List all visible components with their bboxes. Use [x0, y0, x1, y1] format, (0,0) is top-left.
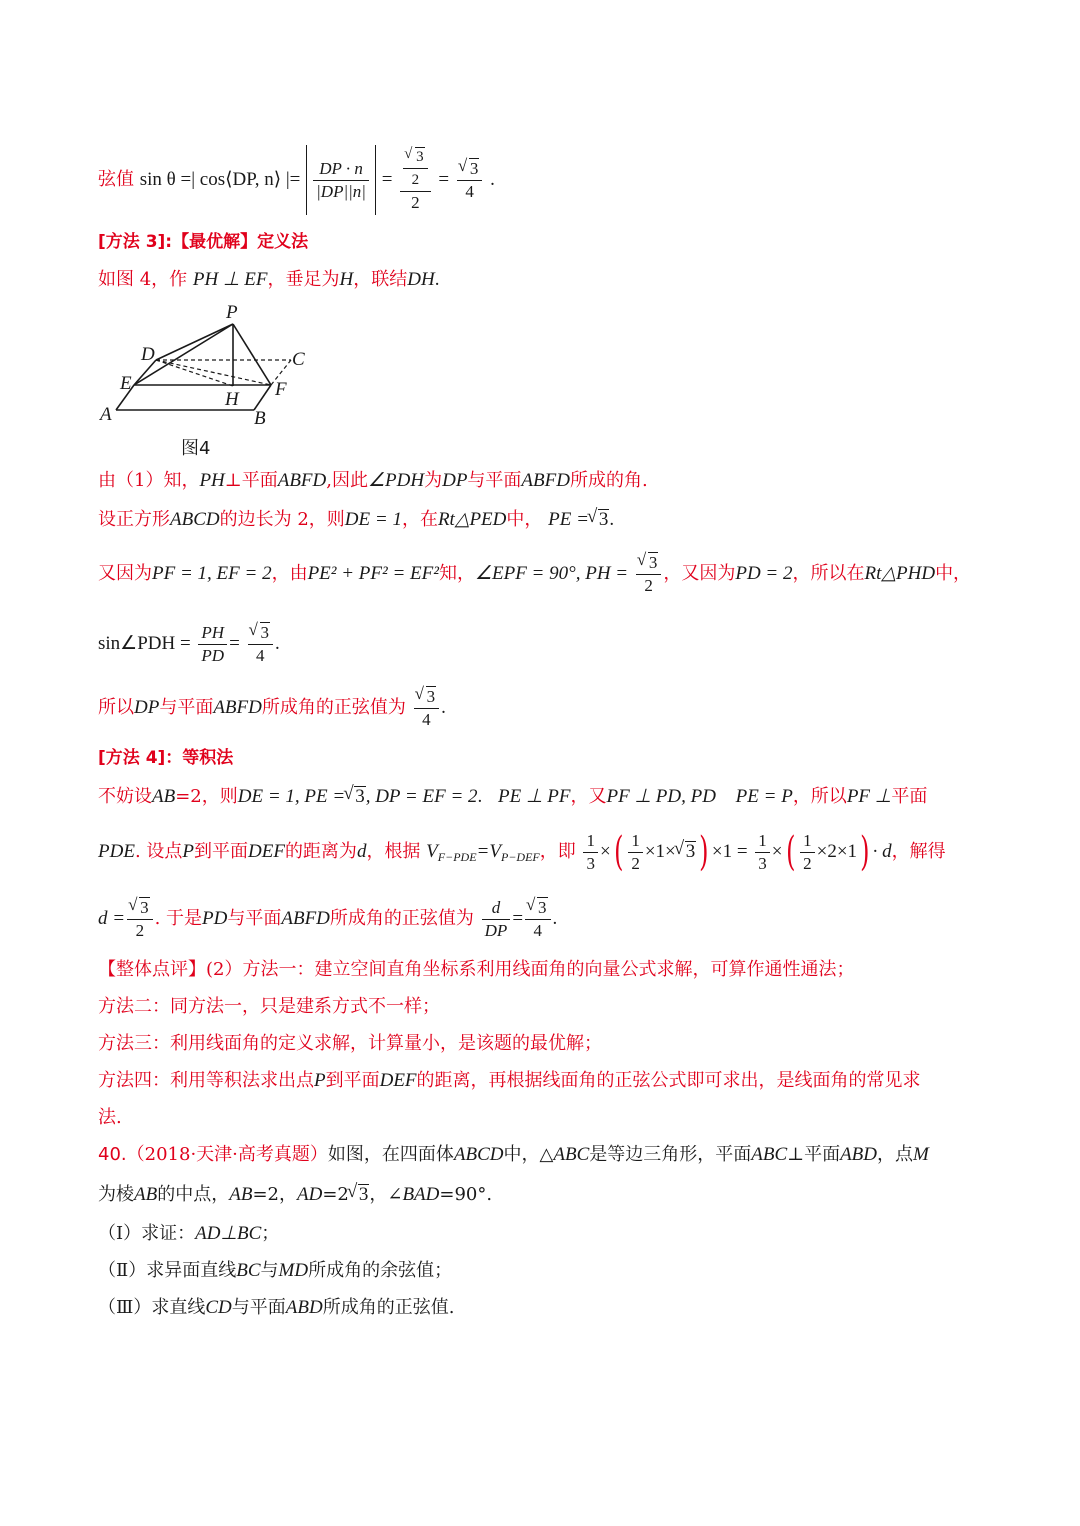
label-A: A: [100, 404, 112, 425]
fraction: $\frac{1}{2}$: [628, 830, 643, 875]
m4-line3: d = √ $\frac{3}{2}$ . 于是PD与平面ABFD所成角的正弦值为 $\frac{d}{DP}$ = √ $\frac{3}{4}$ .: [98, 893, 557, 945]
right-paren: ): [860, 829, 870, 875]
method3-heading: [方法 3]:【最优解】定义法: [98, 232, 309, 252]
fraction: √ $\frac{3}{4}$: [525, 897, 551, 942]
edge-DF: [156, 360, 271, 385]
fraction: √ $\frac{3}{4}$: [457, 158, 483, 203]
left-paren: (: [613, 829, 624, 875]
label-H: H: [225, 389, 239, 410]
label-P: P: [226, 302, 238, 323]
review-line-1: 【整体点评】(2）方法一：建立空间直角坐标系利用线面角的向量公式求解，可算作通性通法；: [98, 959, 855, 980]
abs-fraction: [306, 145, 376, 215]
review-line-2: 方法二：同方法一，只是建系方式不一样；: [98, 996, 440, 1017]
fraction: √ $\frac{\frac{3}{2}}{2}$: [400, 146, 431, 214]
fraction: $\frac{1}{3}$: [583, 830, 598, 875]
edge-PF: [233, 324, 271, 385]
m4-line1: 不妨设AB=2，则DE = 1, PE =√ 3, DP = EF = 2. PE ⊥ PF，又PF ⊥ PD, PD PE = P，所以PF ⊥平面: [98, 785, 927, 809]
by-part1-line: 由（1）知，PH⊥平面ABFD,因此∠PDH为DP与平面ABFD所成的角.: [98, 470, 648, 491]
edge-PD: [156, 324, 233, 360]
side-length-line: 设正方形ABCD的边长为 2，则DE = 1，在Rt△PED中， PE =√ 3.: [98, 508, 614, 532]
fraction: $\frac{DP \cdot n}{|DP||n|}$: [313, 158, 369, 203]
label-C: C: [292, 349, 305, 370]
also-line: 又因为PF = 1, EF = 2，由PE² + PF² = EF²知，∠EPF = 90°, PH = √ $\frac{3}{2}$ ，又因为PD = 2，所以在Rt△PHD中，: [98, 548, 971, 600]
fraction: $\frac{1}{2}$: [800, 830, 815, 875]
review-line-3: 方法三：利用线面角的定义求解，计算量小，是该题的最优解；: [98, 1033, 602, 1054]
sin-pdh-line: sin∠PDH = $\frac{PH}{PD}$ = √ $\frac{3}{4}$ .: [98, 618, 280, 670]
conclusion-line: 所以DP与平面ABFD所成角的正弦值为 √ $\frac{3}{4}$ .: [98, 682, 446, 734]
question-40-line1: 40.（2018·天津·高考真题）如图，在四面体ABCD中，△ABC是等边三角形，平面ABC⊥平面ABD，点M: [98, 1144, 929, 1165]
figure-4-diagram: [96, 300, 316, 430]
fraction: $\frac{PH}{PD}$: [198, 622, 227, 667]
left-paren: (: [785, 829, 795, 875]
m4-line2: PDE. 设点P到平面DEF的距离为d，根据 $V_{F-PDE}=V_{P-DEF}$，即 $\frac{1}{3}$ ×( $\frac{1}{2}$ ×1×√ 3 ) ×1 = $\frac{1}{3}$ ×( $\frac{1}{2}$ ×2×1) · d，解得: [98, 826, 946, 878]
label-B: B: [254, 408, 266, 429]
label-D: D: [141, 344, 155, 365]
label-F: F: [275, 379, 287, 400]
figure-caption: 图4: [181, 438, 211, 459]
fraction: √ $\frac{3}{4}$: [248, 622, 274, 667]
question-40-part1: （Ⅰ）求证：AD⊥BC；: [98, 1223, 280, 1244]
fraction: $\frac{1}{3}$: [755, 830, 770, 875]
fraction: √ $\frac{3}{2}$: [127, 897, 153, 942]
review-line-5: 法.: [98, 1107, 122, 1128]
edge-BF: [254, 385, 271, 410]
question-40-part3: （Ⅲ）求直线CD与平面ABD所成角的正弦值.: [98, 1297, 455, 1318]
sin-theta-expr: sin θ =| cos⟨DP, n⟩ |=: [139, 169, 301, 190]
formula-line-sin-theta: 弦值 sin θ =| cos⟨DP, n⟩ |= $\frac{DP \cdot n}{|DP||n|}$ = √ $\frac{\frac{3}{2}}{2}$ = √ $\frac{3}{4}$ .: [98, 145, 495, 215]
question-40-line2: 为棱AB的中点，AB=2，AD=2√ 3，∠BAD=90°.: [98, 1183, 492, 1207]
fraction: √ $\frac{3}{4}$: [414, 686, 440, 731]
label-E: E: [120, 373, 132, 394]
question-40-part2: （Ⅱ）求异面直线BC与MD所成角的余弦值；: [98, 1260, 453, 1281]
fraction: $\frac{d}{DP}$: [482, 897, 511, 942]
prefix-text: 弦值: [98, 169, 134, 190]
fig-intro-line: 如图 4，作 PH ⊥ EF，垂足为H，联结DH.: [98, 269, 440, 290]
review-line-4: 方法四：利用等积法求出点P到平面DEF的距离，再根据线面角的正弦公式即可求出，是线面角的常见求: [98, 1070, 921, 1091]
right-paren: ): [699, 829, 709, 875]
fraction: √ $\frac{3}{2}$: [636, 552, 662, 597]
method4-heading: [方法 4]：等积法: [98, 748, 234, 768]
